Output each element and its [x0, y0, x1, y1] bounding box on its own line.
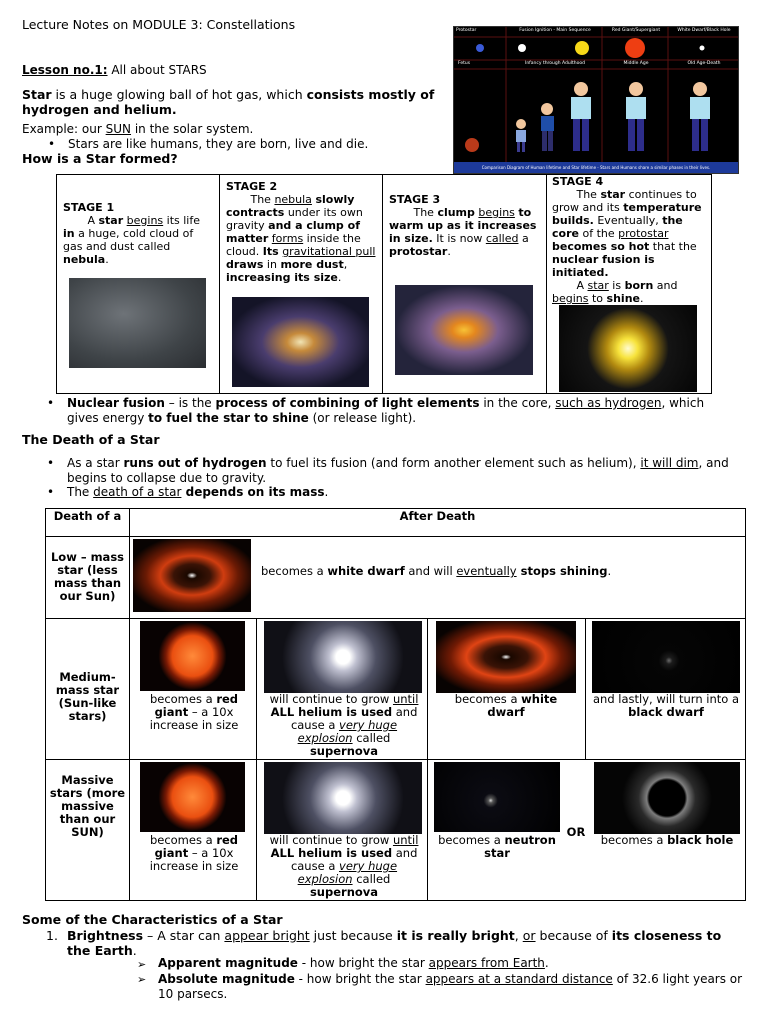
- how-formed-heading: How is a Star formed?: [22, 151, 178, 166]
- death-bullet-1: • As a star runs out of hydrogen to fuel its fusion (and form another element such as helium), it will dim, and begins to collapse due to gravity.: [67, 456, 757, 486]
- nuclear-fusion-bullet: • Nuclear fusion – is the process of combining of light elements in the core, such as hydrogen, which gives energy to fuel the star to shine (or release light).: [67, 396, 737, 426]
- stage-4-title: STAGE 4: [552, 175, 604, 188]
- stage-1-title: STAGE 1: [63, 201, 115, 214]
- death-of-star-heading: The Death of a Star: [22, 432, 160, 447]
- white-dwarf-nebula-image: [133, 539, 251, 612]
- lifeline-sub-3: Middle Age: [623, 61, 649, 66]
- death-of-star-table: [45, 508, 746, 901]
- spiral-nebula-image: [232, 297, 369, 387]
- black-hole-image: [594, 762, 740, 834]
- white-dwarf-image: [436, 621, 576, 693]
- black-dwarf-image: [592, 621, 740, 693]
- red-giant-text-medium: becomes a red giant – a 10x increase in size: [149, 692, 239, 732]
- stage-2-title: STAGE 2: [226, 180, 278, 193]
- stage-3-text: The clump begins to warm up as it increases in size. It is now called a protostar.: [389, 206, 537, 258]
- nebula-image: [69, 278, 206, 368]
- neutron-star-image: [434, 762, 560, 832]
- lifeline-caption: Comparison Diagram of Human lifetime and Star lifetime - Stars and Humans share a similar phases in their lives.: [454, 162, 738, 173]
- lifeline-header-1: Protostar: [456, 28, 477, 33]
- stage-4-cell: [547, 175, 711, 393]
- stage-3-cell: [383, 175, 547, 393]
- star-human-lifeline-image: [453, 26, 739, 174]
- low-mass-result-text: becomes a white dwarf and will eventually stops shining.: [261, 564, 612, 578]
- death-col-header: Death of a: [46, 509, 130, 537]
- absolute-magnitude-item: Absolute magnitude - how bright the star appears at a standard distance of 32.6 light years or 10 parsecs.: [158, 972, 743, 1001]
- neutron-star-text: becomes a neutron star: [438, 833, 556, 860]
- lifeline-header-2: Fusion Ignition - Main Sequence: [519, 28, 591, 33]
- death-bullet-2: • The death of a star depends on its mass.: [67, 486, 328, 499]
- brightness-item: 1. Brightness – A star can appear bright just because it is really bright, or because of its closeness to the Earth.: [46, 928, 722, 958]
- stage-2-text: The nebula slowly contracts under its own gravity and a clump of matter forms inside the cloud. Its gravitational pull draws in more dust, increasing its size.: [226, 193, 376, 284]
- red-giant-text-massive: becomes a red giant – a 10x increase in size: [149, 833, 239, 873]
- arrow-icon-absolute: ➢: [137, 973, 147, 986]
- black-hole-text: becomes a black hole: [600, 833, 734, 847]
- lifeline-sub-4: Old Age-Death: [687, 61, 721, 66]
- supernova-text-massive: will continue to grow until ALL helium is used and cause a very huge explosion called supernova: [269, 833, 419, 899]
- stage-1-cell: [57, 175, 220, 393]
- stage-4-text: The star continues to grow and its temperature builds. Eventually, the core of the protostar becomes so hot that the nuclear fusion is initiated. A star is born and begins to shine.: [552, 188, 702, 305]
- after-death-header: After Death: [130, 509, 745, 537]
- black-dwarf-text: and lastly, will turn into a black dwarf: [593, 692, 739, 719]
- example-text: Example: our SUN in the solar system.: [22, 122, 254, 136]
- bullet-humans: • Stars are like humans, they are born, live and die.: [68, 138, 368, 151]
- supernova-text-medium: will continue to grow until ALL helium is used and cause a very huge explosion called supernova: [269, 692, 419, 758]
- lifeline-header-3: Red Giant/Supergiant: [611, 28, 661, 33]
- low-mass-label: Low – mass star (less mass than our Sun): [46, 537, 130, 619]
- newborn-star-image: [559, 305, 697, 392]
- lifeline-sub-1: Fetus: [458, 61, 471, 66]
- red-giant-image-massive: [140, 762, 245, 832]
- page-title: Lecture Notes on MODULE 3: Constellations: [22, 17, 296, 32]
- stage-1-text: A star begins its life in a huge, cold cloud of gas and dust called nebula.: [63, 214, 201, 266]
- medium-mass-label: Medium-mass star (Sun-like stars): [46, 619, 130, 760]
- lifeline-header-4: White Dwarf/Black Hole: [677, 28, 731, 33]
- arrow-icon-apparent: ➢: [137, 958, 147, 971]
- stage-3-title: STAGE 3: [389, 193, 441, 206]
- apparent-magnitude-item: Apparent magnitude - how bright the star appears from Earth.: [158, 956, 549, 970]
- supernova-image-medium: [264, 621, 422, 693]
- lifeline-illustration: [454, 27, 738, 173]
- characteristics-heading: Some of the Characteristics of a Star: [22, 912, 283, 927]
- white-dwarf-text: becomes a white dwarf: [454, 692, 558, 719]
- red-giant-image-medium: [140, 621, 245, 691]
- massive-label: Massive stars (more massive than our SUN): [46, 760, 130, 900]
- lesson-heading: Lesson no.1: All about STARS: [22, 63, 207, 77]
- star-definition: Star is a huge glowing ball of hot gas, which consists mostly of hydrogen and helium.: [22, 87, 435, 117]
- star-formation-stages-table: [56, 174, 712, 394]
- protostar-image: [395, 285, 533, 375]
- supernova-image-massive: [264, 762, 422, 834]
- stage-2-cell: [220, 175, 383, 393]
- lifeline-sub-2: Infancy through Adulthood: [525, 61, 585, 66]
- or-label: OR: [566, 825, 586, 839]
